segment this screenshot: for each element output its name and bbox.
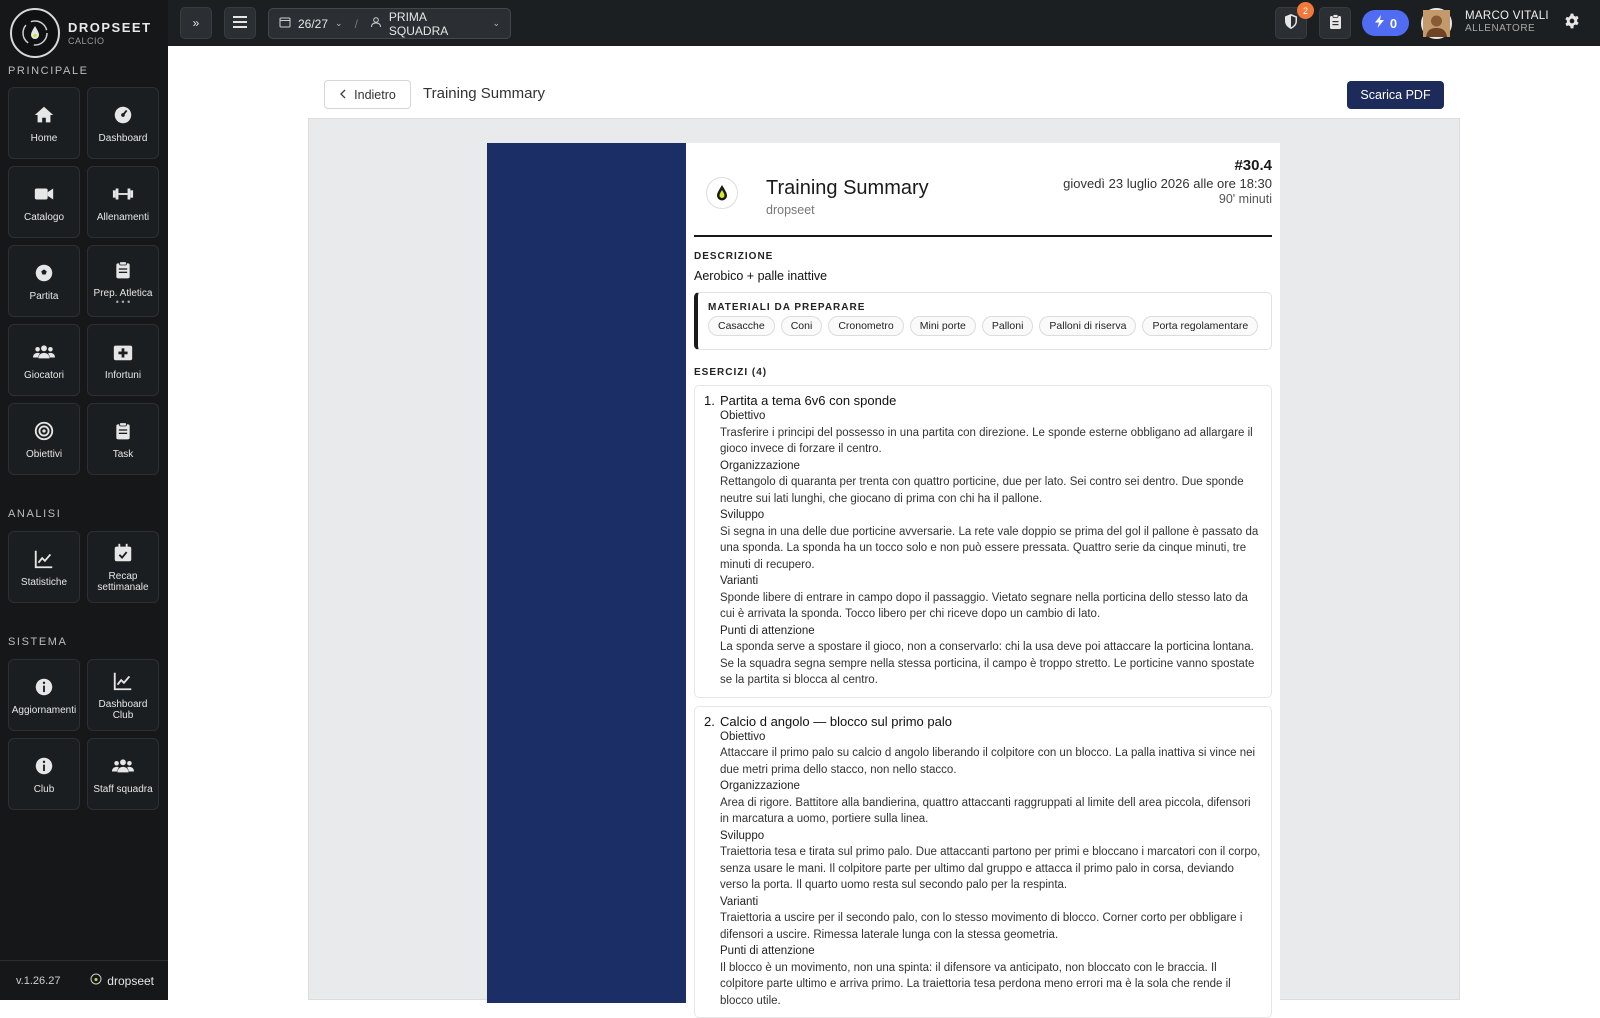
description-label: DESCRIZIONE: [694, 251, 1272, 262]
exercise-section: [720, 507, 1261, 573]
section-text: Traiettoria tesa e tirata sul primo palo. Due attaccanti partono per primi e bloccano i marcatori con il corpo, senza usare le mani. Il colpitore parte per ultimo dal gruppo e attacca il primo palo in corsa, deviando verso la porta. Il quarto uomo resta sul secondo palo per la respinta.: [720, 844, 1261, 894]
exercise-section: [720, 573, 1261, 623]
credits-count: 0: [1390, 16, 1397, 31]
document-title: Training Summary: [766, 177, 929, 200]
nav-recap-settimanale[interactable]: [87, 531, 159, 603]
page-title: Training Summary: [423, 85, 545, 102]
nav-partita[interactable]: [8, 245, 80, 317]
exercise-section: [720, 408, 1261, 458]
user-role: ALLENATORE: [1465, 23, 1549, 35]
nav-grid-analisi: [8, 531, 159, 603]
chart-icon: [111, 669, 135, 693]
exercises-label: ESERCIZI (4): [694, 367, 1272, 378]
chevron-down-icon: ⌄: [335, 18, 343, 29]
material-chip: Casacche: [708, 316, 775, 336]
nav-label: Giocatori: [21, 370, 67, 381]
brand[interactable]: [10, 8, 152, 58]
video-icon: [32, 182, 56, 206]
dropseet-logo-icon: [10, 8, 60, 58]
session-date: giovedì 23 luglio 2026 alle ore 18:30: [1063, 176, 1272, 192]
nav-label: Dashboard Club: [88, 699, 158, 721]
nav-label: Aggiornamenti: [9, 705, 79, 716]
hamburger-icon: [233, 16, 247, 31]
users-icon: [111, 754, 135, 778]
section-label-principale: PRINCIPALE: [8, 65, 89, 77]
nav-giocatori[interactable]: [8, 324, 80, 396]
section-heading: Organizzazione: [720, 458, 1261, 475]
nav-obiettivi[interactable]: [8, 403, 80, 475]
section-heading: Obiettivo: [720, 729, 1261, 746]
section-heading: Sviluppo: [720, 507, 1261, 524]
medkit-icon: [111, 340, 135, 364]
nav-label: Club: [31, 784, 58, 795]
brand-sub: CALCIO: [68, 37, 152, 46]
nav-label: Dashboard: [96, 133, 151, 144]
sidebar: [0, 0, 168, 1000]
nav-allenamenti[interactable]: [87, 166, 159, 238]
section-heading: Sviluppo: [720, 828, 1261, 845]
calendar-check-icon: [111, 541, 135, 565]
exercise-section: [720, 623, 1261, 689]
nav-aggiornamenti[interactable]: [8, 659, 80, 731]
clipboard-icon: [111, 419, 135, 443]
section-text: Area di rigore. Battitore alla bandierina, quattro attaccanti raggruppati al limite dell area piccola, difensori in marcatura a uomo, portiere sulla linea.: [720, 795, 1261, 828]
section-text: Trasferire i principi del possesso in una partita con direzione. Le sponde esterne obbligano ad allargare il gioco invece di forzare il centro.: [720, 425, 1261, 458]
chevron-left-icon: [339, 88, 346, 102]
nav-label: Prep. Atletica: [91, 288, 156, 299]
sidebar-footer: [0, 960, 168, 1000]
exercise-card: [694, 385, 1272, 698]
material-chip: Palloni di riserva: [1039, 316, 1136, 336]
selector-separator: /: [355, 17, 358, 31]
section-heading: Varianti: [720, 573, 1261, 590]
double-chevron-right-icon: »: [193, 16, 200, 30]
download-pdf-button[interactable]: Scarica PDF: [1347, 81, 1444, 109]
exercise-title: [704, 714, 1261, 729]
tasks-button[interactable]: [1319, 7, 1351, 39]
section-text: Sponde libere di entrare in campo dopo il passaggio. Vietato segnare nella porticina dello stesso lato da cui è arrivata la sponda. Tocco libero per chi riceve dopo un cambio di lato.: [720, 590, 1261, 623]
nav-label: Recap settimanale: [88, 571, 158, 593]
footer-brand[interactable]: [90, 973, 154, 988]
credits-badge[interactable]: [1362, 10, 1409, 36]
more-dots-icon: • • •: [116, 299, 130, 305]
users-icon: [32, 340, 56, 364]
section-text: Il blocco è un movimento, non una spinta: il difensore va anticipato, non bloccato con le braccia. Il colpitore parte ultimo e arriva primo. La traiettoria tesa perdona meno errori ma è la sola che rende il blocco utile.: [720, 960, 1261, 1010]
calendar-icon: [279, 16, 291, 31]
menu-button[interactable]: [224, 7, 256, 39]
avatar[interactable]: [1421, 8, 1452, 39]
document-header: [694, 155, 1272, 237]
document-body: [686, 143, 1280, 1003]
section-text: Attaccare il primo palo su calcio d angolo liberando il colpitore con un blocco. La palla inattiva si vince nei due metri prima dello stacco, non nello stacco.: [720, 745, 1261, 778]
section-text: Rettangolo di quaranta per trenta con quattro porticine, due per lato. Sei contro sei dentro. Due sponde neutre sui lati lunghi, che giocano di prima con chi ha il pallone.: [720, 474, 1261, 507]
notifications-button[interactable]: [1275, 7, 1307, 39]
section-text: Si segna in una delle due porticine avversarie. La rete vale doppio se prima del gol il pallone è passato da una sponda. La sponda ha un tocco solo e non può essere pressata. Quattro serie da cinque minuti, tre minuti di recupero.: [720, 524, 1261, 574]
nav-staff-squadra[interactable]: [87, 738, 159, 810]
nav-label: Statistiche: [18, 577, 70, 588]
nav-label: Partita: [27, 291, 62, 302]
section-text: La sponda serve a spostare il gioco, non a conservarlo: chi la usa deve poi attaccare la porticina lontana. Se la squadra segna sempre nella stessa porticina, il campo è troppo stretto. Le porticine vanno spostate se la partita si blocca al centro.: [720, 639, 1261, 689]
lightning-icon: [1374, 15, 1385, 31]
shield-icon: [1284, 14, 1298, 32]
exercise-section: [720, 828, 1261, 894]
nav-task[interactable]: [87, 403, 159, 475]
nav-dashboard-club[interactable]: [87, 659, 159, 731]
exercise-section: [720, 458, 1261, 508]
section-text: Traiettoria a uscire per il secondo palo, con lo stesso movimento di blocco. Corner corto per obbligare i difensori a uscire. Rimessa laterale lunga con la stessa geometria.: [720, 910, 1261, 943]
nav-label: Allenamenti: [94, 212, 152, 223]
nav-label: Staff squadra: [90, 784, 155, 795]
nav-label: Catalogo: [21, 212, 67, 223]
gauge-icon: [111, 103, 135, 127]
exercise-title-text: Calcio d angolo — blocco sul primo palo: [720, 714, 952, 729]
dumbbell-icon: [111, 182, 135, 206]
nav-prep-atletica[interactable]: [87, 245, 159, 317]
document-page: [487, 143, 1280, 1003]
user-info[interactable]: [1465, 10, 1549, 35]
section-heading: Varianti: [720, 894, 1261, 911]
back-button[interactable]: [324, 80, 411, 109]
nav-grid-sistema: [8, 659, 159, 810]
nav-infortuni[interactable]: [87, 324, 159, 396]
document-subtitle: dropseet: [766, 203, 815, 217]
exercise-section: [720, 894, 1261, 944]
materials-list: [708, 316, 1261, 336]
nav-statistiche[interactable]: [8, 531, 80, 603]
document-side-band: [487, 143, 686, 1003]
season-value: 26/27: [298, 17, 328, 31]
team-user-icon: [370, 16, 382, 31]
nav-club[interactable]: [8, 738, 80, 810]
user-name: MARCO VITALI: [1465, 10, 1549, 23]
exercise-section: [720, 943, 1261, 1009]
nav-label: Task: [110, 449, 137, 460]
nav-label: Home: [28, 133, 61, 144]
exercise-title: [704, 393, 1261, 408]
app-version: v.1.26.27: [16, 975, 60, 987]
materials-label: MATERIALI DA PREPARARE: [708, 302, 1261, 313]
expand-sidebar-button[interactable]: [180, 7, 212, 39]
session-number: #30.4: [1063, 157, 1272, 176]
dropseet-mini-icon: [90, 973, 102, 988]
session-duration: 90' minuti: [1063, 192, 1272, 208]
exercise-number: 1.: [704, 393, 720, 408]
material-chip: Cronometro: [828, 316, 903, 336]
material-chip: Mini porte: [910, 316, 976, 336]
section-heading: Organizzazione: [720, 778, 1261, 795]
ball-icon: [32, 261, 56, 285]
material-chip: Coni: [781, 316, 823, 336]
pdf-preview-area[interactable]: [308, 118, 1460, 1000]
section-heading: Punti di attenzione: [720, 943, 1261, 960]
gear-icon: [1564, 13, 1580, 34]
exercise-card: [694, 706, 1272, 1018]
info-icon: [32, 754, 56, 778]
chevron-down-icon: ⌄: [492, 18, 500, 29]
team-value: PRIMA SQUADRA: [389, 10, 486, 38]
exercise-section: [720, 729, 1261, 779]
nav-label: Infortuni: [102, 370, 144, 381]
home-icon: [32, 103, 56, 127]
section-label-sistema: SISTEMA: [8, 636, 68, 648]
materials-box: [694, 292, 1272, 350]
nav-home[interactable]: [8, 87, 80, 159]
footer-brand-label: dropseet: [107, 974, 154, 988]
brand-name: DROPSEET: [68, 21, 152, 34]
clipboard-icon: [111, 258, 135, 282]
material-chip: Palloni: [982, 316, 1034, 336]
exercise-section: [720, 778, 1261, 828]
target-icon: [32, 419, 56, 443]
info-icon: [32, 675, 56, 699]
settings-button[interactable]: [1561, 12, 1583, 34]
back-label: Indietro: [354, 88, 396, 102]
exercise-number: 2.: [704, 714, 720, 729]
nav-dashboard[interactable]: [87, 87, 159, 159]
clipboard-icon: [1329, 14, 1342, 32]
chart-icon: [32, 547, 56, 571]
material-chip: Porta regolamentare: [1142, 316, 1258, 336]
exercise-title-text: Partita a tema 6v6 con sponde: [720, 393, 896, 408]
nav-grid-principale: [8, 87, 159, 475]
nav-catalogo[interactable]: [8, 166, 80, 238]
section-label-analisi: ANALISI: [8, 508, 61, 520]
section-heading: Punti di attenzione: [720, 623, 1261, 640]
description-text: Aerobico + palle inattive: [694, 269, 1272, 283]
notification-count-badge: 2: [1297, 2, 1314, 19]
season-team-selector[interactable]: [268, 8, 511, 39]
document-meta: [1063, 157, 1272, 208]
drop-logo-icon: [706, 177, 738, 209]
section-heading: Obiettivo: [720, 408, 1261, 425]
nav-label: Obiettivi: [23, 449, 65, 460]
